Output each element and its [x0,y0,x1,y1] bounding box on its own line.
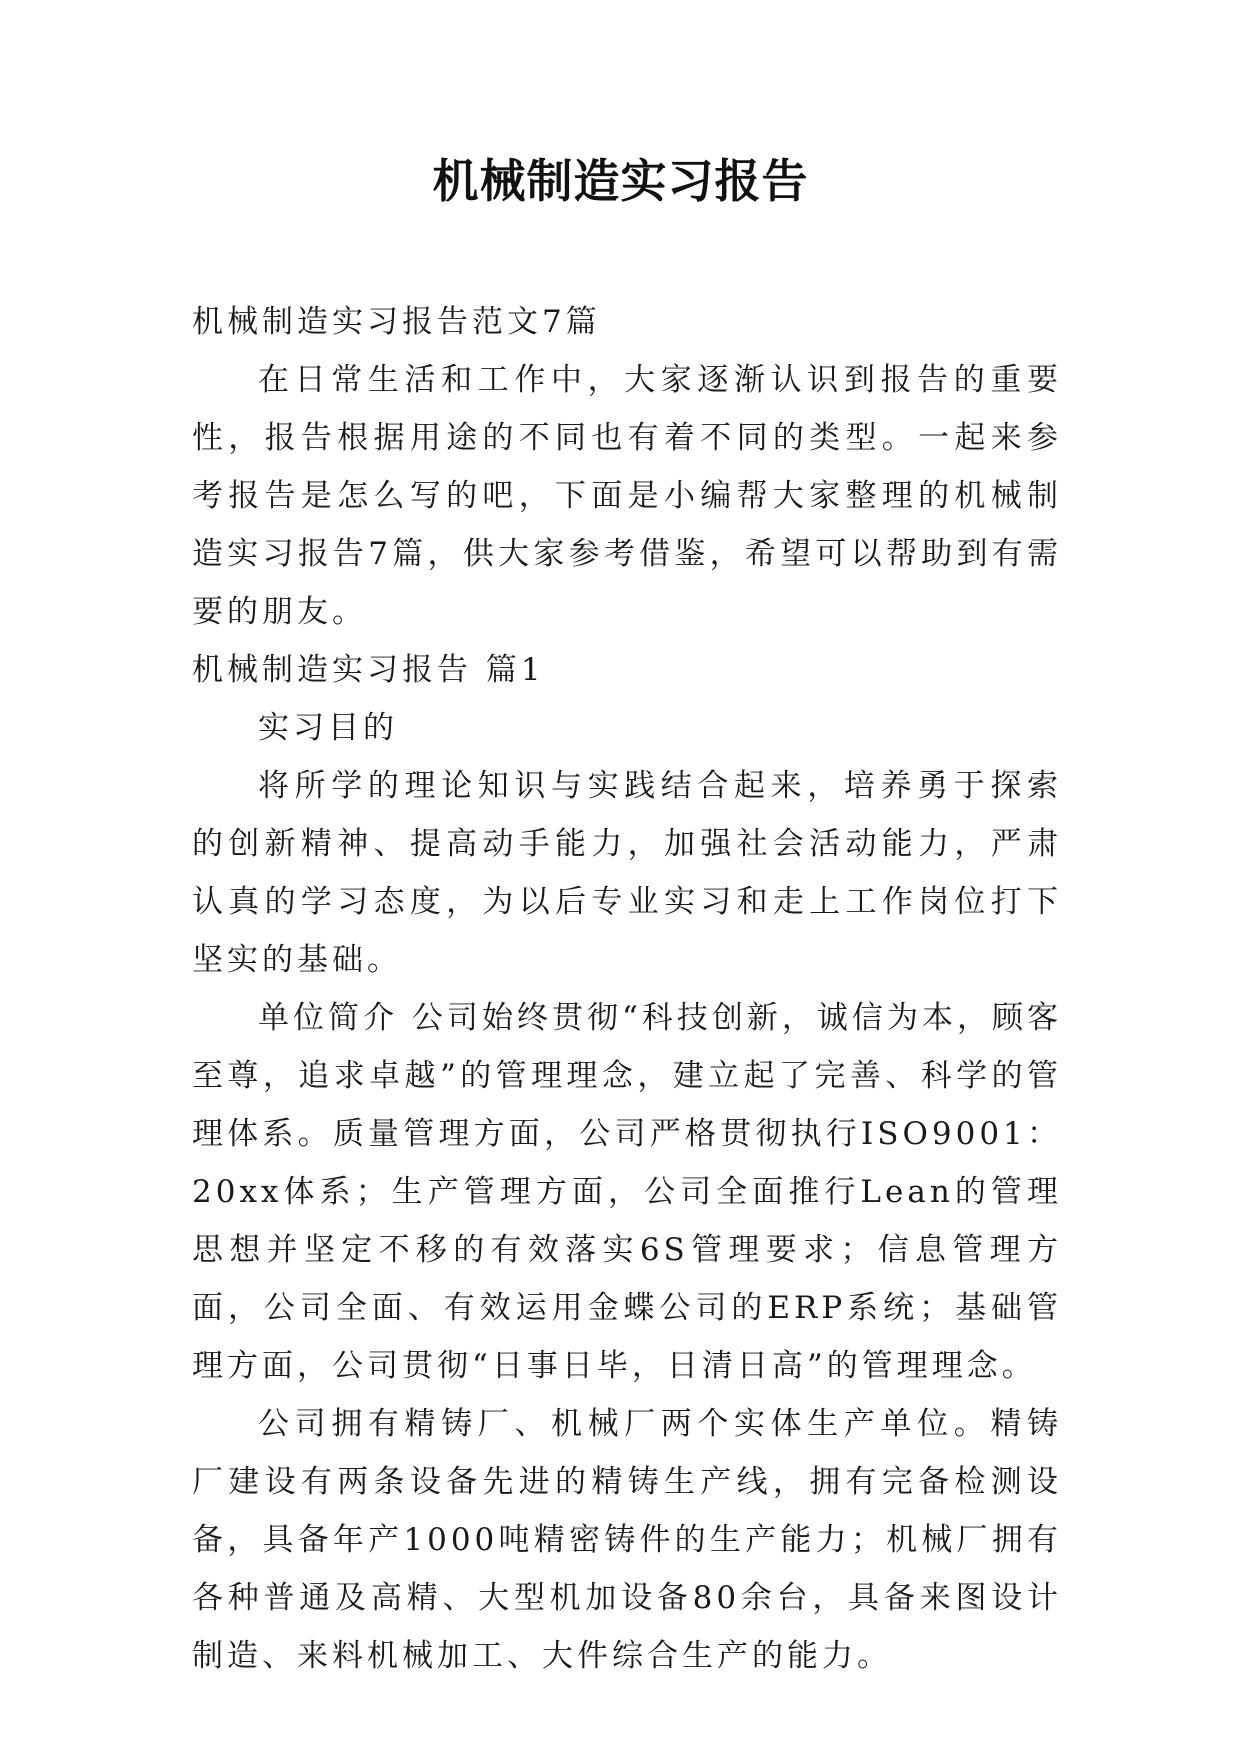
sub-heading: 实习目的 [258,710,398,746]
document-title: 机械制造实习报告 [432,154,809,208]
document-body [192,293,1062,1685]
body-paragraph: 公司拥有精铸厂、机械厂两个实体生产单位。精铸厂建设有两条设备先进的精铸生产线，拥有完备检测设备，具备年产1000吨精密铸件的生产能力；机械厂拥有各种普通及高精、大型机加设备80余台，具备来图设计制造、来料机械加工、大件综合生产的能力。 [192,1406,1062,1674]
intro-paragraph: 在日常生活和工作中，大家逐渐认识到报告的重要性，报告根据用途的不同也有着不同的类型。一起来参考报告是怎么写的吧，下面是小编帮大家整理的机械制造实习报告7篇，供大家参考借鉴，希望可以帮助到有需要的朋友。 [192,362,1062,630]
subtitle-paragraph: 机械制造实习报告范文7篇 [192,304,601,340]
body-paragraph: 将所学的理论知识与实践结合起来，培养勇于探索的创新精神、提高动手能力，加强社会活动能力，严肃认真的学习态度，为以后专业实习和走上工作岗位打下坚实的基础。 [192,768,1062,978]
section-heading: 机械制造实习报告 篇1 [192,652,545,688]
body-paragraph: 单位简介 公司始终贯彻“科技创新，诚信为本，顾客至尊，追求卓越”的管理理念，建立起了完善、科学的管理体系。质量管理方面，公司严格贯彻执行ISO9001：20xx体系；生产管理方面，公司全面推行Lean的管理思想并坚定不移的有效落实6S管理要求；信息管理方面，公司全面、有效运用金蝶公司的ERP系统；基础管理方面，公司贯彻“日事日毕，日清日高”的管理理念。 [192,1000,1062,1384]
